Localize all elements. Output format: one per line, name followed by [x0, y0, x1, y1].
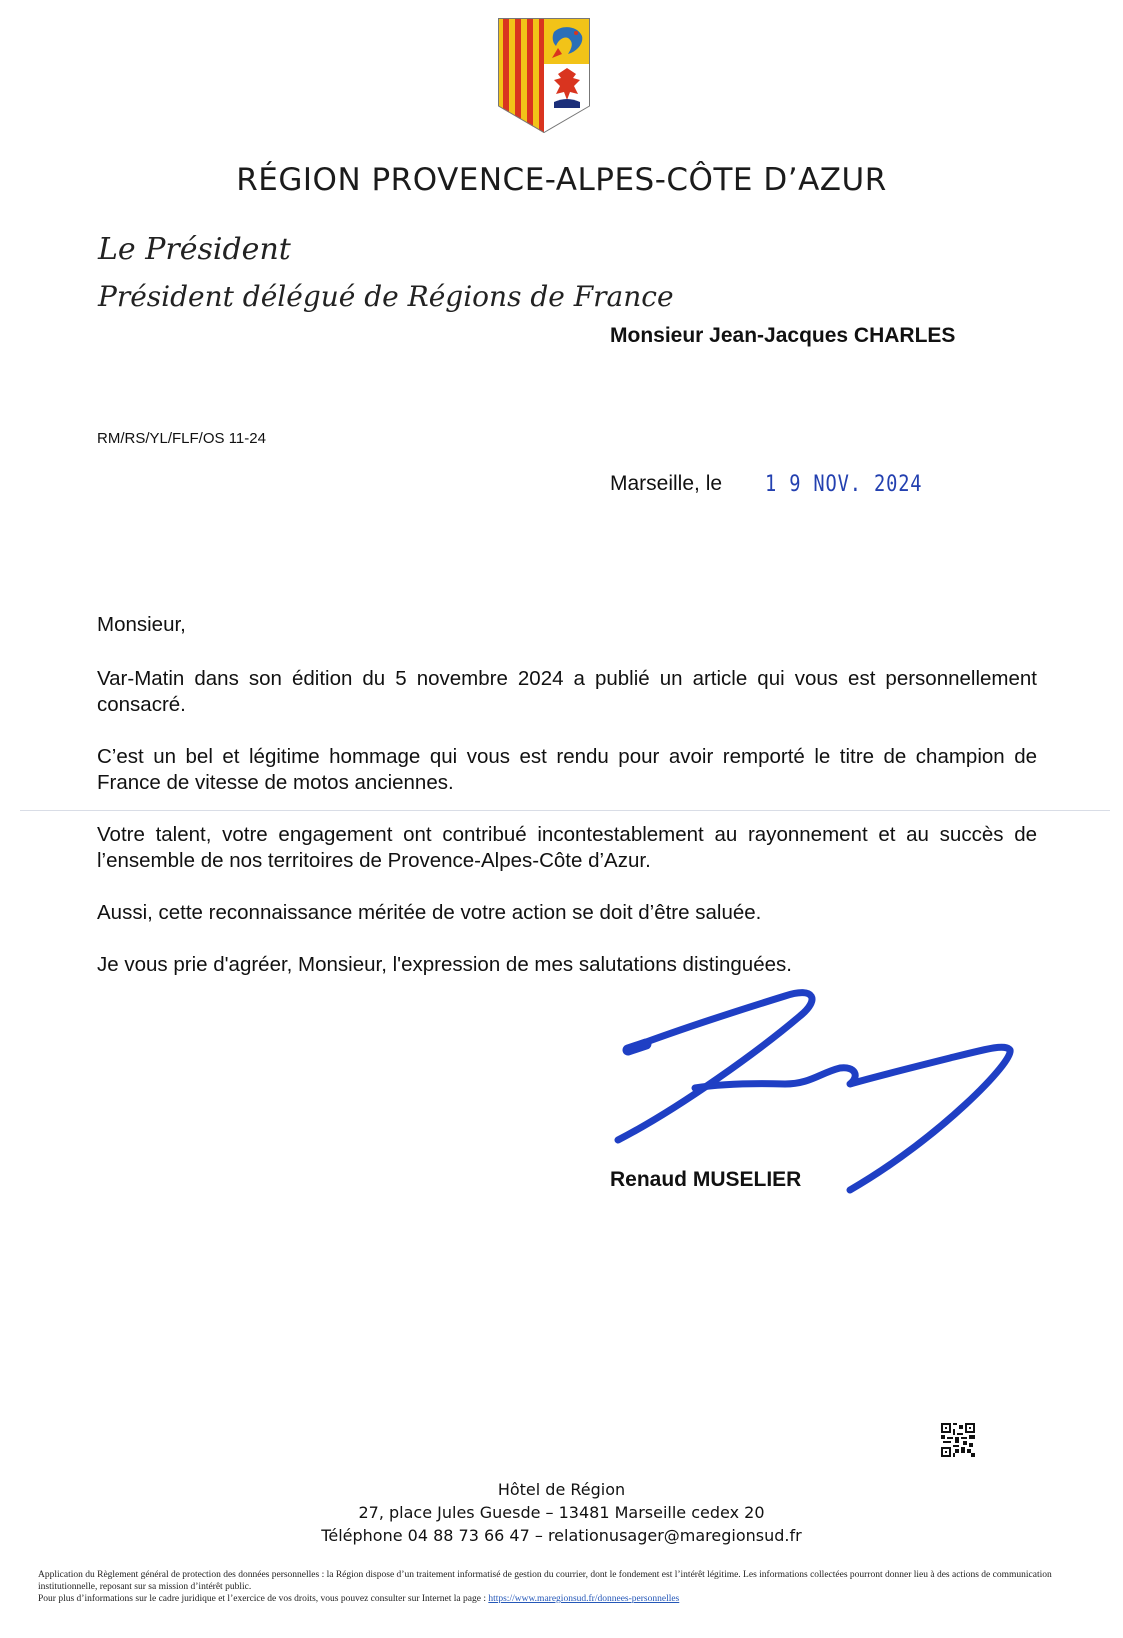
footer-contact: Téléphone 04 88 73 66 47 – relationusager@maregionsud.fr	[321, 1526, 802, 1545]
gdpr-notice-text: Application du Règlement général de protection des données personnelles : la Région dispose d’un traitement informatisé de gestion du courrier, dont le fondement est l’intérêt légitime. Les informations collectées pourront donner lieu à des actions de communication institutionnelle, reposant sur sa mission d’intérêt public.	[38, 1570, 1052, 1592]
footer-address-street: 27, place Jules Guesde – 13481 Marseille cedex 20	[358, 1503, 765, 1522]
signer-name: Renaud MUSELIER	[610, 1168, 802, 1191]
president-title: Le Président	[98, 232, 291, 267]
region-crest-logo	[498, 18, 590, 133]
body-paragraph-1: Var-Matin dans son édition du 5 novembre 2024 a publié un article qui vous est personnellement consacré.	[97, 667, 1037, 716]
date-stamp: 1 9 NOV. 2024	[765, 472, 923, 497]
closing-formula: Je vous prie d'agréer, Monsieur, l'expression de mes salutations distinguées.	[97, 953, 792, 976]
body-paragraph-2: C’est un bel et légitime hommage qui vous est rendu pour avoir remporté le titre de champion de France de vitesse de motos anciennes.	[97, 745, 1037, 794]
gdpr-notice-more-info	[38, 1593, 1088, 1605]
president-subtitle: Président délégué de Régions de France	[98, 280, 674, 313]
scan-artifact-line	[20, 810, 1110, 811]
footer-address-name: Hôtel de Région	[497, 1480, 626, 1499]
gdpr-privacy-link[interactable]: https://www.maregionsud.fr/donnees-personnelles	[488, 1594, 680, 1604]
body-paragraph-3: Votre talent, votre engagement ont contribué incontestablement au rayonnement et au succès de l’ensemble de nos territoires de Provence-Alpes-Côte d’Azur.	[97, 823, 1037, 872]
recipient-name: Monsieur Jean-Jacques CHARLES	[610, 324, 956, 347]
gdpr-notice-more-info-text: Pour plus d’informations sur le cadre juridique et l’exercice de vos droits, vous pouvez consulter sur Internet la page :	[38, 1594, 486, 1604]
date-prefix: Marseille, le	[610, 472, 723, 495]
letter-reference: RM/RS/YL/FLF/OS 11-24	[97, 430, 266, 447]
region-title: RÉGION PROVENCE-ALPES-CÔTE D’AZUR	[236, 162, 887, 198]
salutation: Monsieur,	[97, 613, 186, 636]
letter-body	[97, 612, 1037, 1004]
qr-code-icon	[941, 1423, 975, 1457]
letter-footer	[0, 1478, 1123, 1547]
gdpr-notice	[38, 1569, 1088, 1605]
body-paragraph-4: Aussi, cette reconnaissance méritée de votre action se doit d’être saluée.	[97, 901, 762, 924]
